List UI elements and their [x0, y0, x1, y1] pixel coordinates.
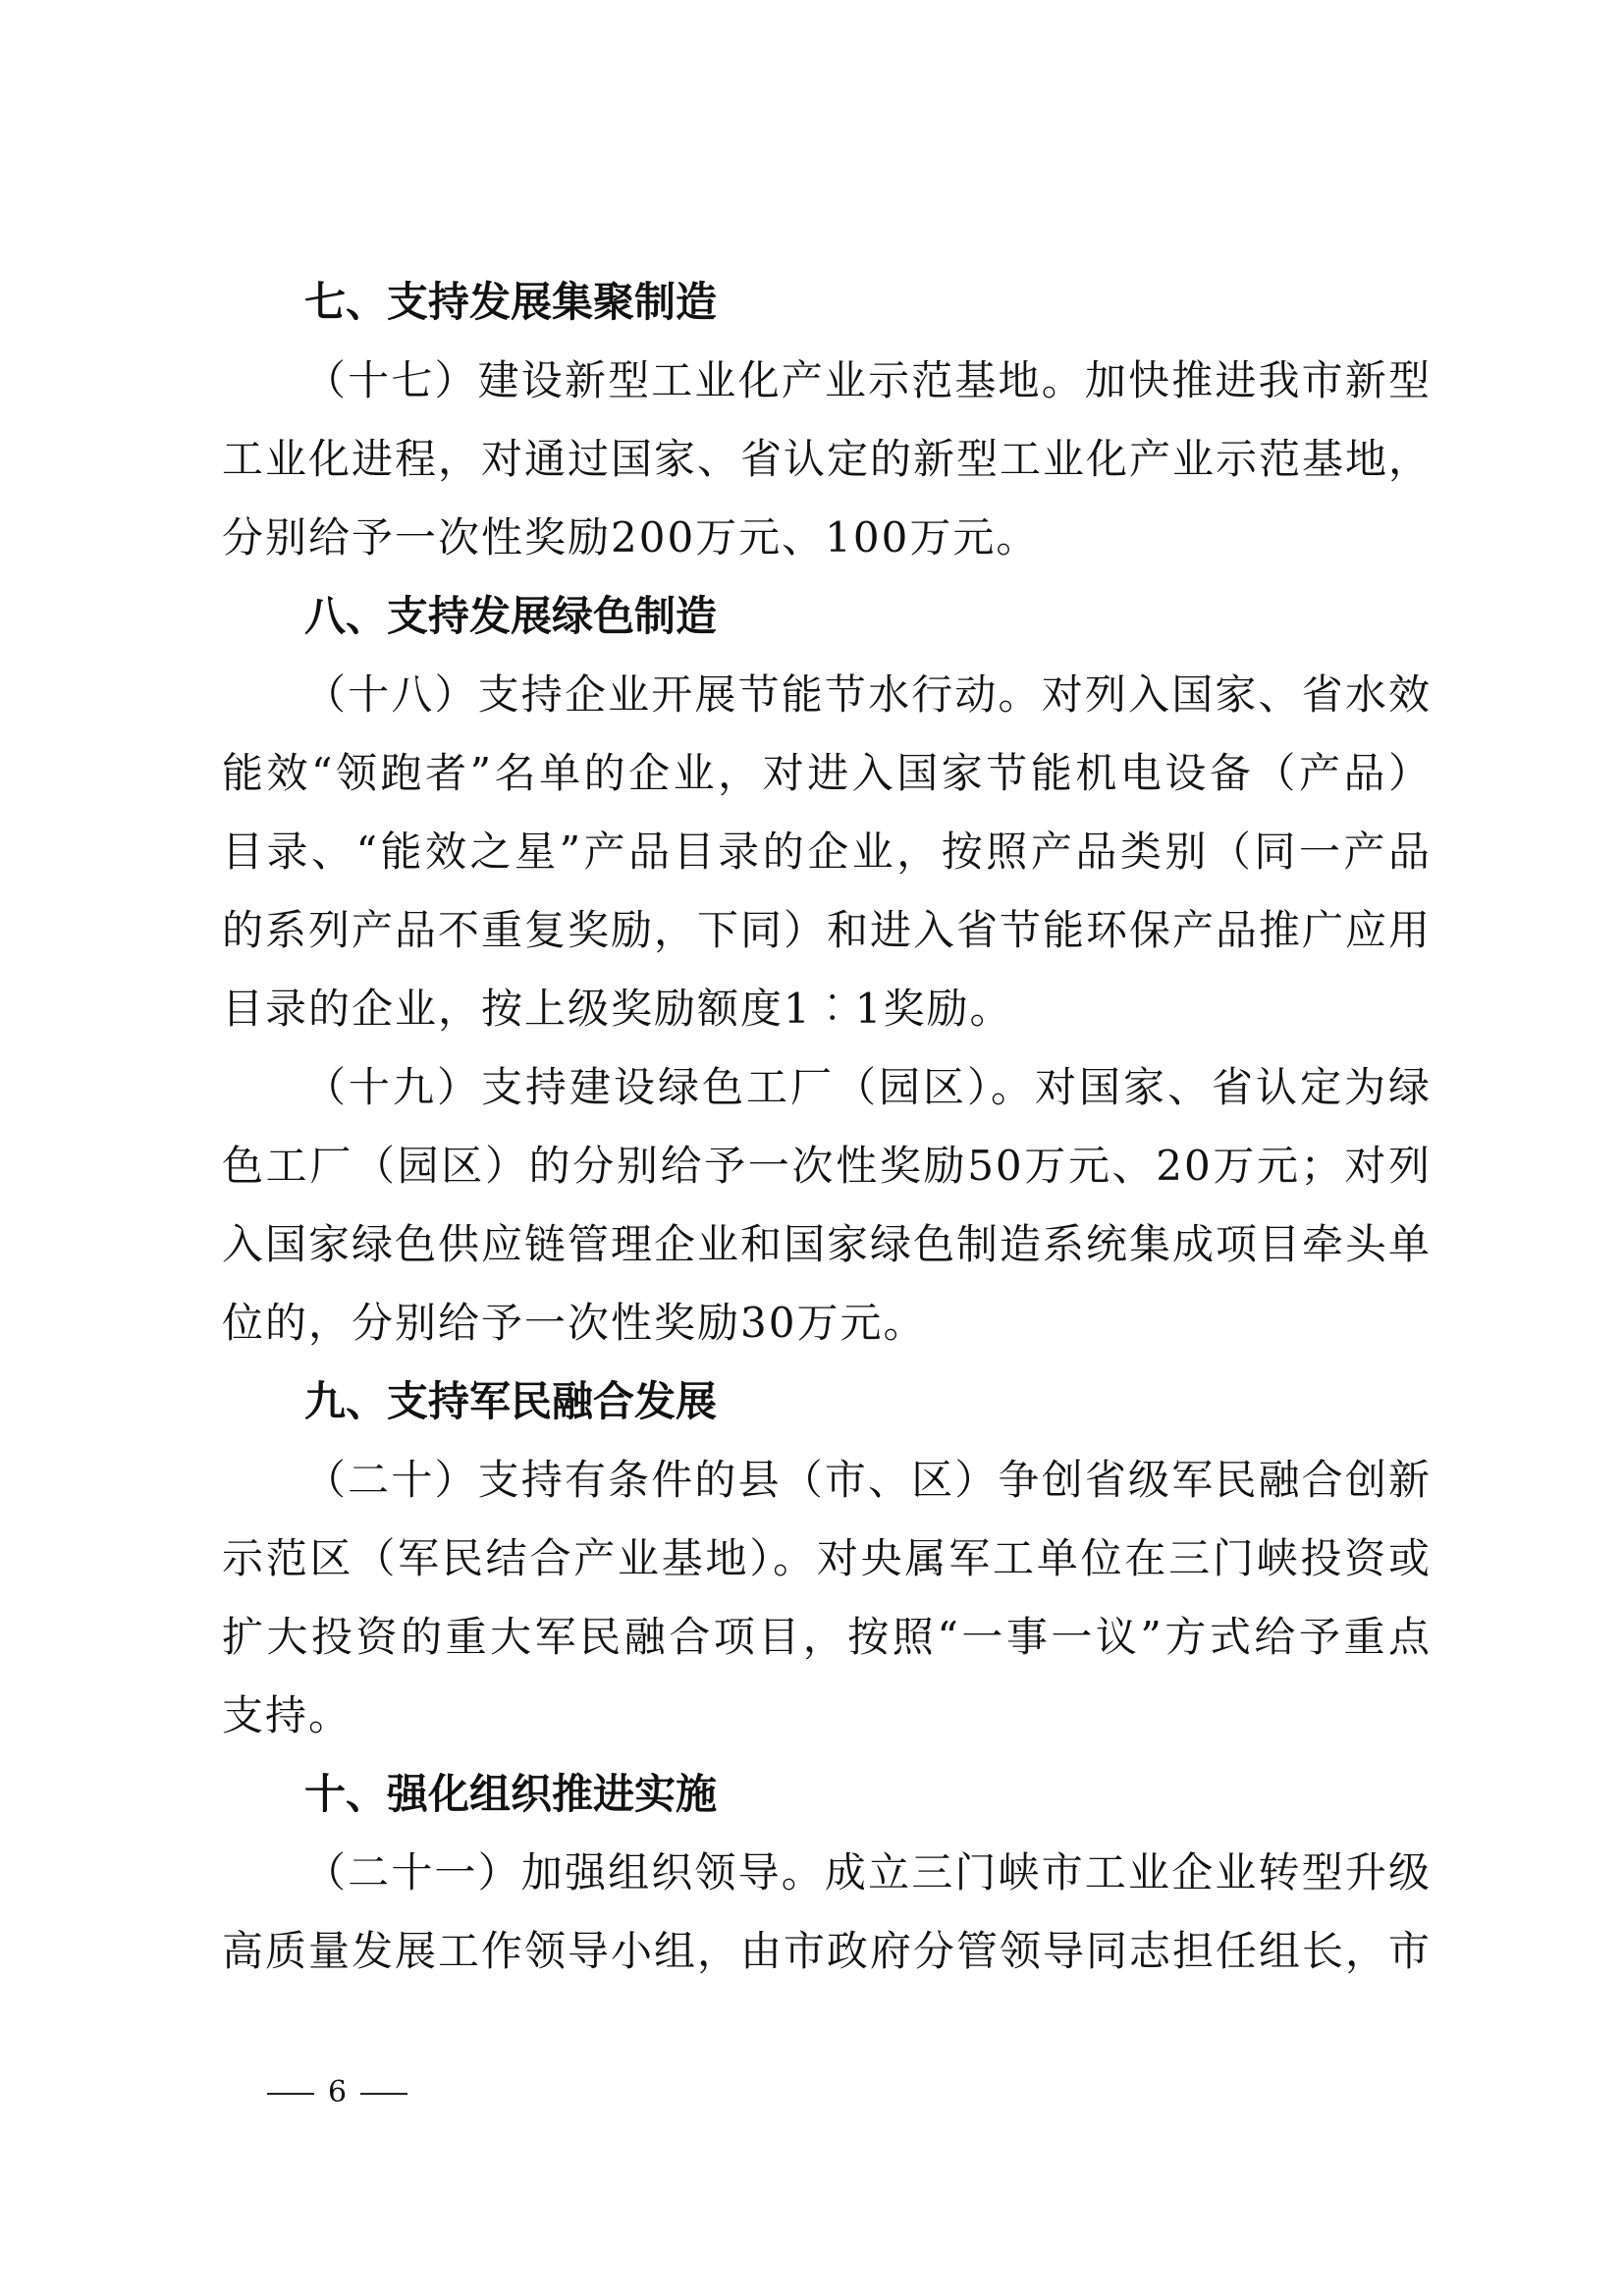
- section-heading-10: 十、强化组织推进实施: [304, 1770, 718, 1818]
- section-heading-8: 八、支持发展绿色制造: [304, 592, 718, 640]
- paragraph-21: （二十一）加强组织领导。成立三门峡市工业企业转型升级高质量发展工作领导小组，由市政府分管领导同志担任组长，市: [222, 1848, 1433, 1975]
- paragraph-20: （二十）支持有条件的县（市、区）争创省级军民融合创新示范区（军民结合产业基地）。对央属军工单位在三门峡投资或扩大投资的重大军民融合项目，按照“一事一议”方式给予重点支持。: [222, 1456, 1432, 1739]
- document-body: [222, 263, 1432, 1991]
- paragraph-17: （十七）建设新型工业化产业示范基地。加快推进我市新型工业化进程，对通过国家、省认定的新型工业化产业示范基地，分别给予一次性奖励200万元、100万元。: [222, 356, 1433, 561]
- section-heading-9: 九、支持军民融合发展: [304, 1377, 718, 1425]
- footer-dash-left: [267, 2093, 314, 2095]
- paragraph-19: （十九）支持建设绿色工厂（园区）。对国家、省认定为绿色工厂（园区）的分别给予一次性奖励50万元、20万元；对列入国家绿色供应链管理企业和国家绿色制造系统集成项目牵头单位的，分别给予一次性奖励30万元。: [222, 1063, 1433, 1347]
- paragraph-18: （十八）支持企业开展节能节水行动。对列入国家、省水效能效“领跑者”名单的企业，对进入国家节能机电设备（产品）目录、“能效之星”产品目录的企业，按照产品类别（同一产品的系列产品不重复奖励，下同）和进入省节能环保产品推广应用目录的企业，按上级奖励额度1︰1奖励。: [222, 670, 1433, 1033]
- page-number: 6: [328, 2075, 348, 2109]
- section-heading-7: 七、支持发展集聚制造: [304, 278, 718, 326]
- page-footer: [253, 2073, 421, 2112]
- footer-dash-right: [360, 2093, 407, 2095]
